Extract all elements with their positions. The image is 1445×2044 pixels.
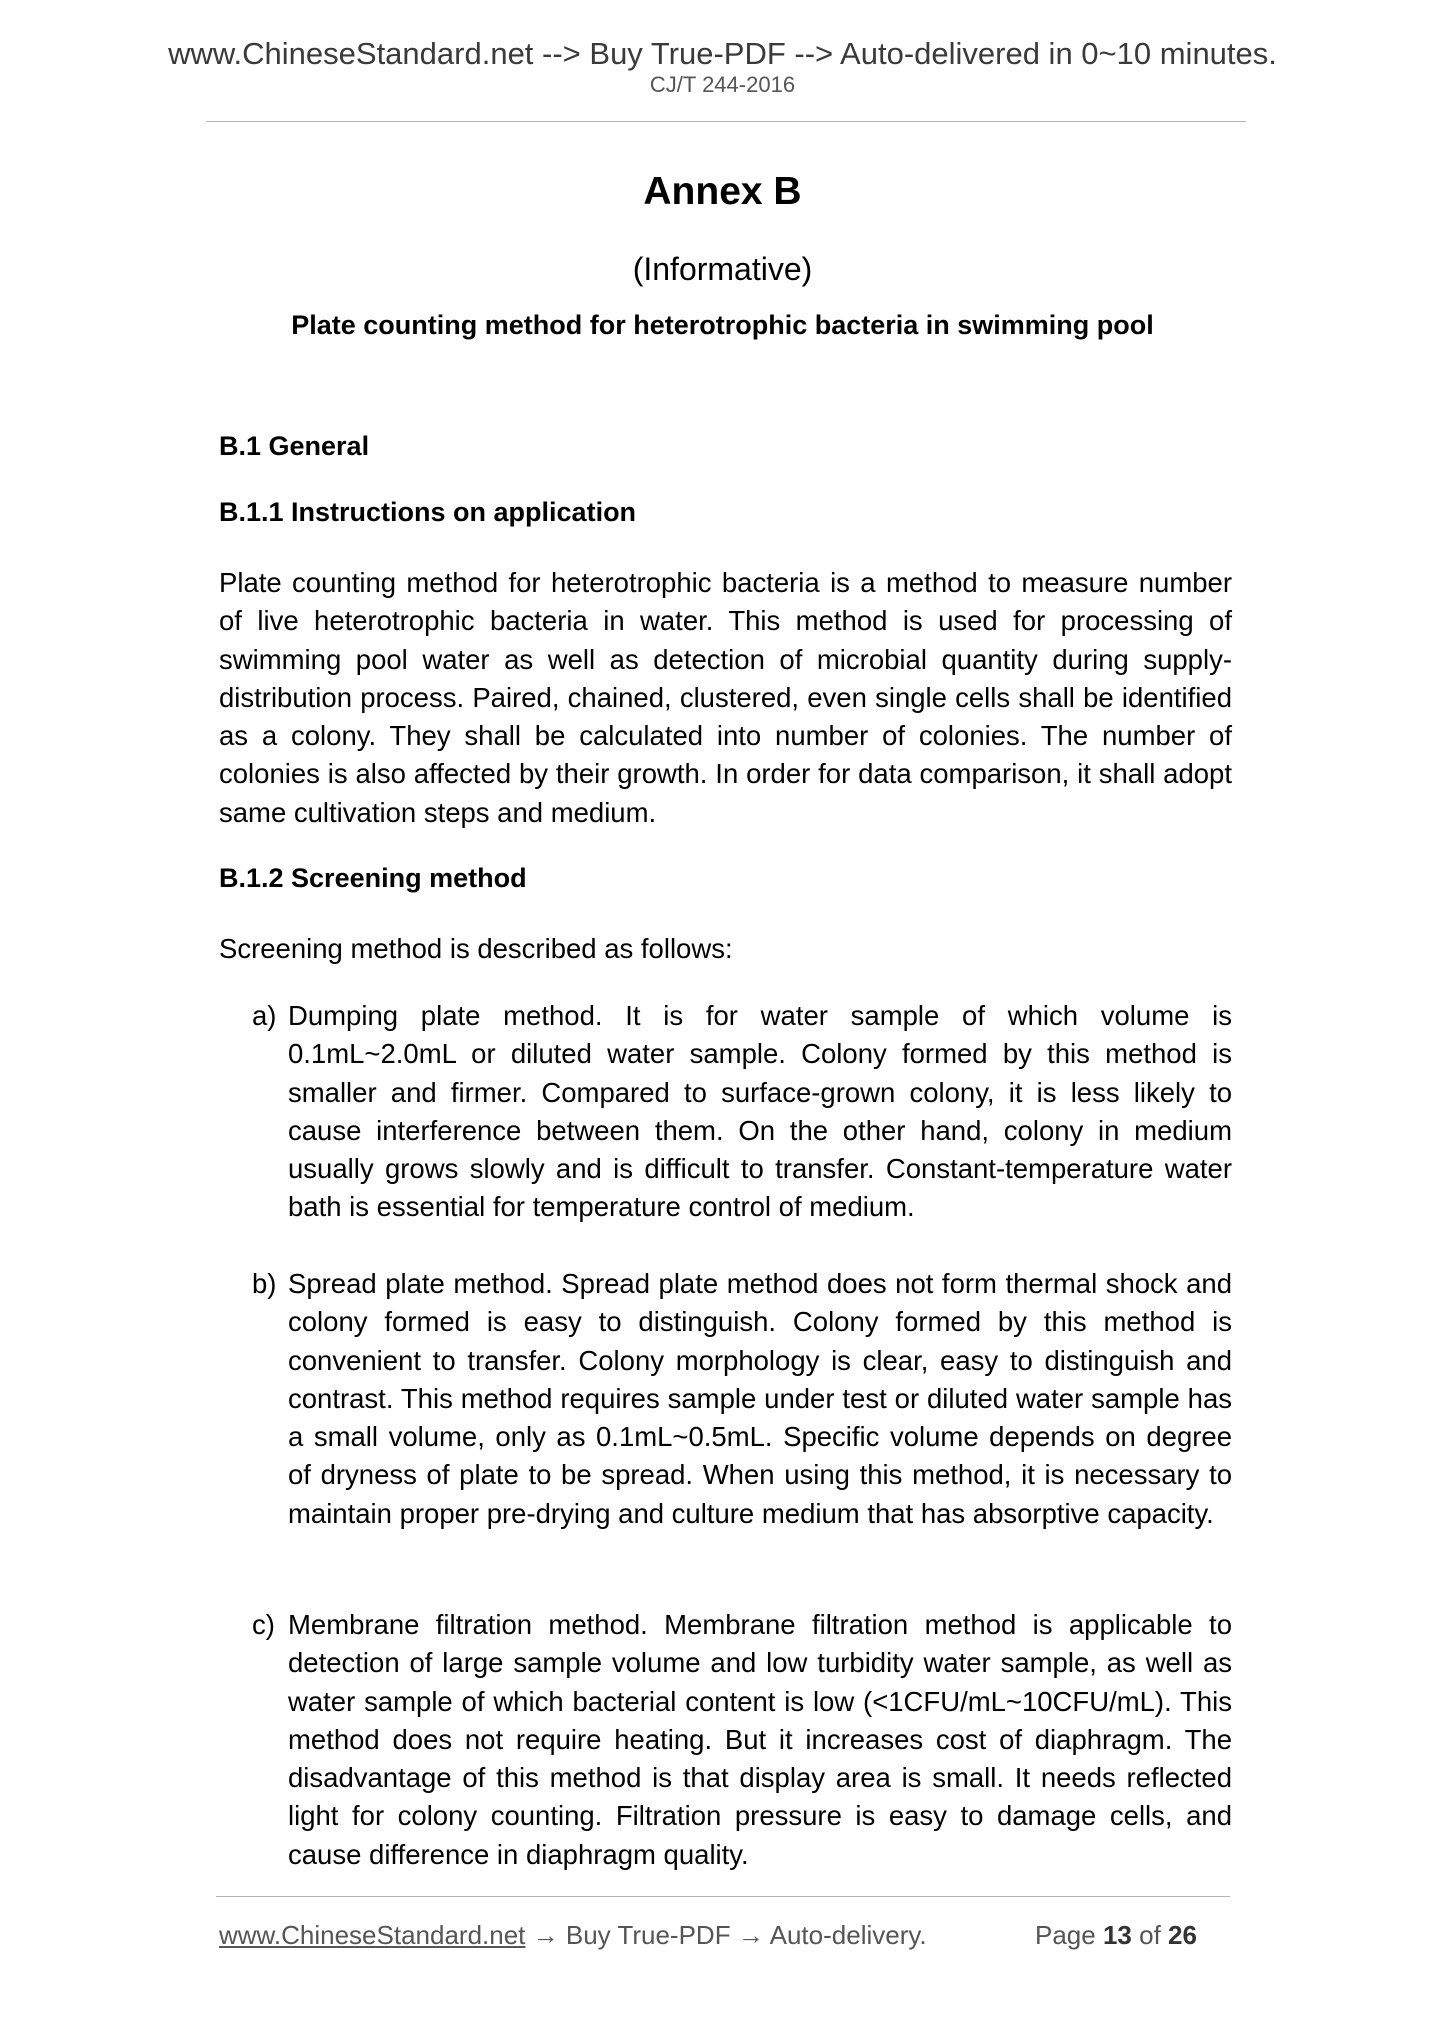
footer-auto-text: Auto-delivery. — [769, 1920, 927, 1950]
annex-type: (Informative) — [632, 251, 813, 287]
footer-promo — [219, 1922, 927, 1948]
header-divider — [206, 121, 1246, 122]
list-item-text: Membrane filtration method. Membrane filtration method is applicable to detection of large sample volume and low turbidity water sample, as well as water sample of which bacterial content is low (<1CFU/mL~10CFU/mL). This method does not require heating. But it increases cost of diaphragm. The disadvantage of this method is that display area is small. It needs reflected light for colony counting. Filtration pressure is easy to damage cells, and cause difference in diaphragm quality. — [288, 1609, 1232, 1870]
section-b11-paragraph: Plate counting method for heterotrophic bacteria is a method to measure number of live heterotrophic bacteria in water. This method is used for processing of swimming pool water as well as detection of microbial quantity during supply-distribution process. Paired, chained, clustered, even single cells shall be identified as a colony. They shall be calculated into number of colonies. The number of colonies is also affected by their growth. In order for data comparison, it shall adopt same cultivation steps and medium. — [219, 567, 1232, 828]
list-item-c — [252, 1606, 1232, 1874]
arrow-right-icon: → — [737, 1920, 764, 1950]
list-item-a — [252, 997, 1232, 1227]
section-b1-heading: B.1 General — [219, 431, 370, 461]
page-number — [1035, 1922, 1197, 1948]
annex-title: Annex B — [643, 170, 802, 213]
section-b12-intro: Screening method is described as follows: — [219, 933, 733, 964]
page-current: 13 — [1102, 1920, 1132, 1950]
arrow-right-icon: → — [532, 1920, 559, 1950]
footer-buy-text: Buy True-PDF — [565, 1920, 731, 1950]
list-item-b — [252, 1265, 1232, 1533]
section-b11-heading: B.1.1 Instructions on application — [219, 497, 637, 527]
of-word: of — [1139, 1920, 1161, 1950]
page-total: 26 — [1168, 1920, 1197, 1950]
footer-website-link[interactable]: www.ChineseStandard.net — [219, 1920, 526, 1950]
top-banner: www.ChineseStandard.net --> Buy True-PDF --> Auto-delivered in 0~10 minutes. — [168, 36, 1277, 71]
document-code: CJ/T 244-2016 — [649, 72, 796, 97]
list-item-text: Spread plate method. Spread plate method does not form thermal shock and colony formed is easy to distinguish. Colony formed by this method is convenient to transfer. Colony morphology is clear, easy to distinguish and contrast. This method requires sample under test or diluted water sample has a small volume, only as 0.1mL~0.5mL. Specific volume depends on degree of dryness of plate to be spread. When using this method, it is necessary to maintain proper pre-drying and culture medium that has absorptive capacity. — [288, 1268, 1232, 1529]
footer-divider — [216, 1896, 1230, 1897]
list-item-text: Dumping plate method. It is for water sample of which volume is 0.1mL~2.0mL or diluted water sample. Colony formed by this method is smaller and firmer. Compared to surface-grown colony, it is less likely to cause interference between them. On the other hand, colony in medium usually grows slowly and is difficult to transfer. Constant-temperature water bath is essential for temperature control of medium. — [288, 1000, 1232, 1223]
section-b12-heading: B.1.2 Screening method — [219, 863, 527, 893]
list-marker: b) — [252, 1268, 277, 1299]
list-marker: c) — [252, 1609, 275, 1640]
annex-caption: Plate counting method for heterotrophic bacteria in swimming pool — [291, 310, 1154, 340]
list-marker: a) — [252, 1000, 277, 1031]
page-word: Page — [1035, 1920, 1096, 1950]
